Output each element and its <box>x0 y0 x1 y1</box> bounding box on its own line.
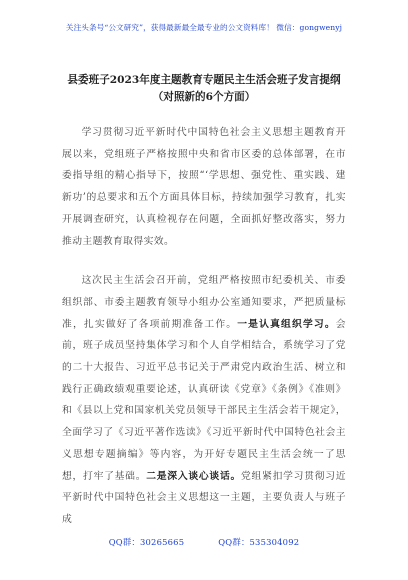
document-body <box>62 122 346 531</box>
document-title <box>0 72 408 106</box>
footer-contacts <box>0 536 408 548</box>
header-banner: 关注头条号“公文研究”，获得最新最全最专业的公文资料库！ 微信：gongwenyj <box>65 23 343 32</box>
point-1-heading: 一是认真组织学习。 <box>237 318 336 330</box>
point-1-text: 会前，班子成员坚持集体学习和个人自学相结合，系统学习了党的二十大报告、习近平总书记关于严肃党内政治生活、树立和践行正确政绩观重要论述，认真研读《党章》《条例》《准则》和《县以上党和国家机关党员领导干部民主生活会若干规定》，全面学习了《习近平著作选读》《习近平新时代中国特色社会主义思想专题摘编》等内容，为开好专题民主生活会统一了思想，打牢了基础。 <box>62 318 346 482</box>
title-line-2: （对照新的6个方面） <box>152 91 256 103</box>
qq-group-1: QQ群：30265665 <box>108 537 185 547</box>
qq-group-2: QQ群：535304092 <box>218 537 300 547</box>
point-2-text: 党组紧扣学习贯彻习近平新时代中国特色社会主义思想这一主题，主要负责人与班子成 <box>62 470 347 525</box>
title-line-1: 县委班子2023年度主题教育专题民主生活会班子发言提纲 <box>67 74 341 86</box>
paragraph-2 <box>62 270 346 530</box>
point-2-heading: 二是深入谈心谈话。 <box>146 470 242 482</box>
paragraph-2-intro: 这次民主生活会召开前，党组严格按照市纪委机关、市委组织部、市委主题教育领导小组办公室通知要求，严把质量标准，扎实做好了各项前期准备工作。 <box>62 275 346 330</box>
paragraph-1: 学习贯彻习近平新时代中国特色社会主义思想主题教育开展以来，党组班子严格按照中央和省市区委的总体部署，在市委指导组的精心指导下，按照“‘学思想、强党性、重实践、建新功’的总要求和五个方面具体目标，持续加强学习教育，扎实开展调查研究，认真检视存在问题，全面抓好整改落实，努力推动主题教育取得实效。 <box>62 127 346 247</box>
